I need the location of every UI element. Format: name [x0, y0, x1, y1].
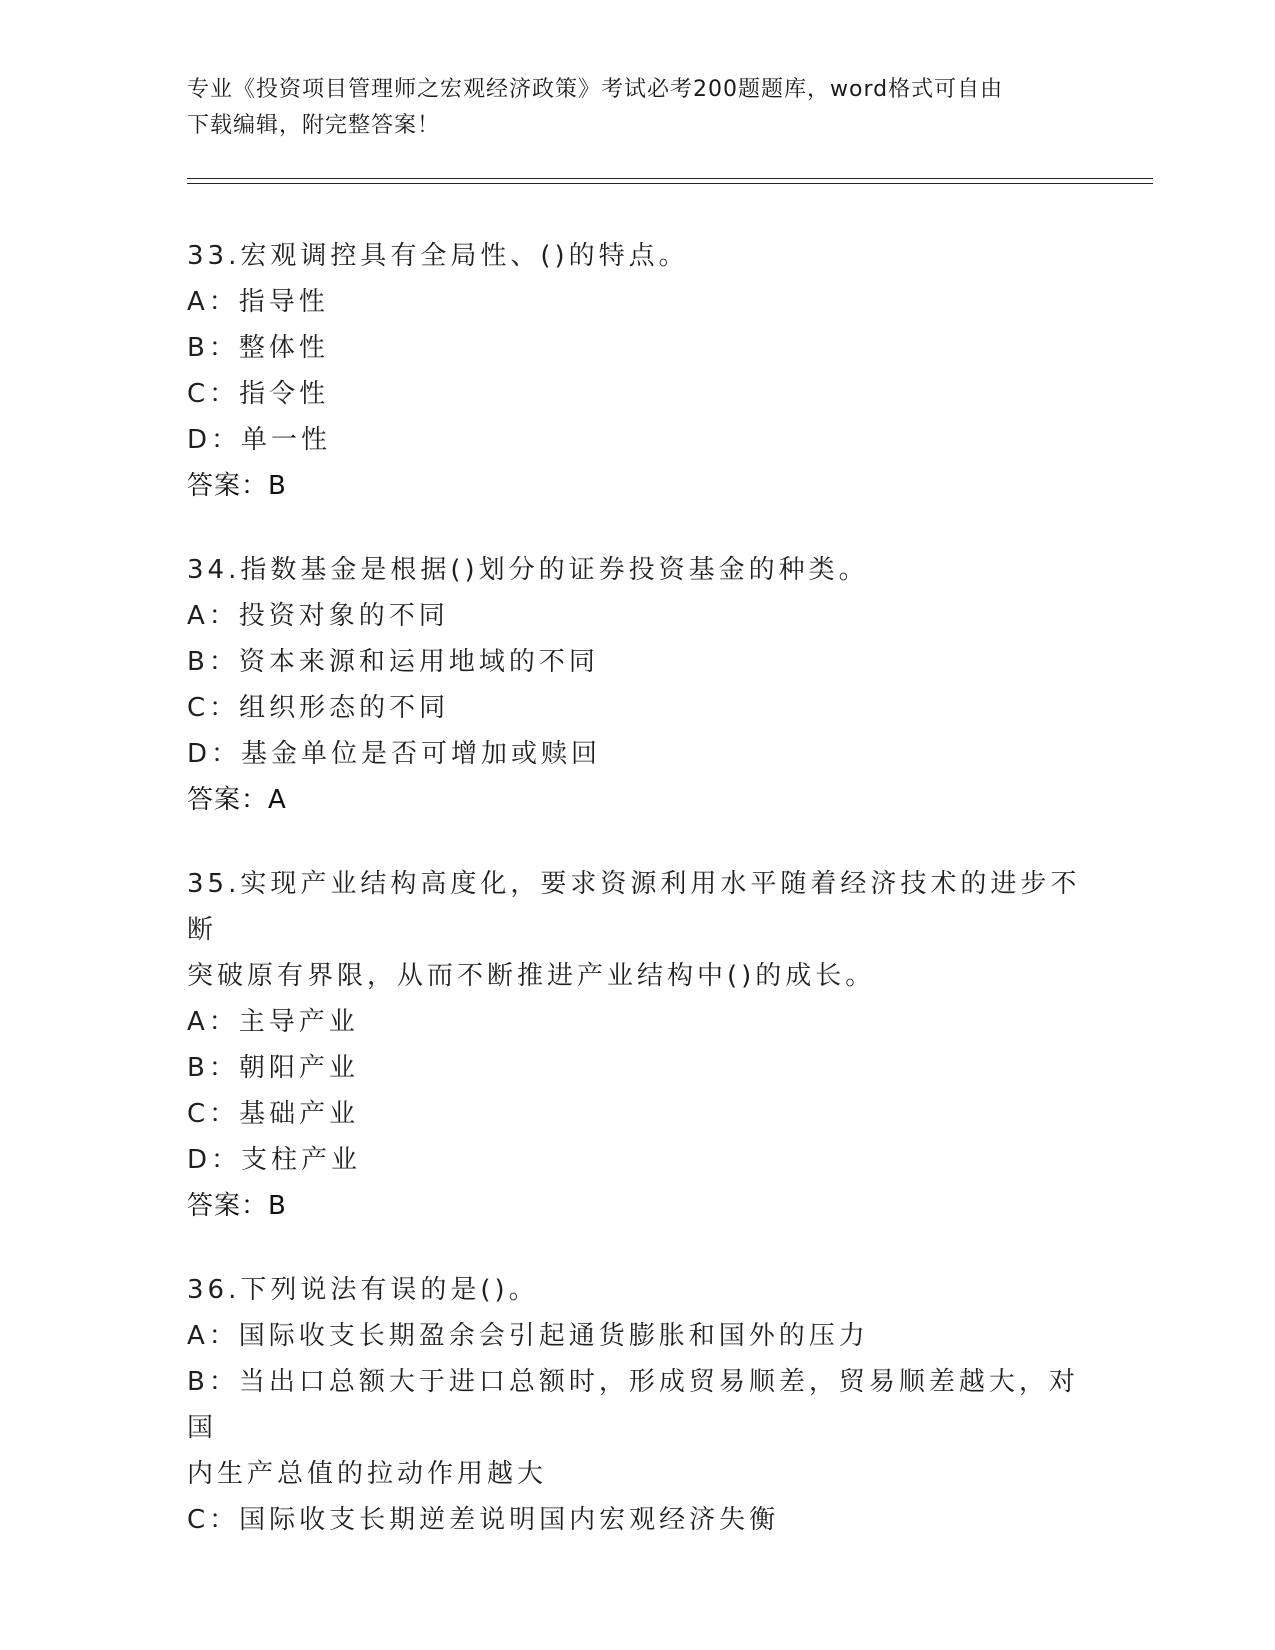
- option-a: A：国际收支长期盈余会引起通货膨胀和国外的压力: [187, 1321, 869, 1351]
- question-36: [187, 1267, 1087, 1543]
- answer: 答案：A: [187, 785, 287, 815]
- question-stem-continued: 突破原有界限，从而不断推进产业结构中()的成长。: [187, 961, 876, 991]
- option-c: C：组织形态的不同: [187, 693, 450, 723]
- option-b: B：朝阳产业: [187, 1053, 359, 1083]
- option-c: C：基础产业: [187, 1099, 360, 1129]
- option-b: B：当出口总额大于进口总额时，形成贸易顺差，贸易顺差越大，对国: [187, 1367, 1079, 1443]
- option-a: A：指导性: [187, 287, 329, 317]
- option-a: A：主导产业: [187, 1007, 359, 1037]
- option-b: B：整体性: [187, 333, 329, 363]
- question-stem: 35.实现产业结构高度化，要求资源利用水平随着经济技术的进步不断: [187, 869, 1081, 945]
- question-35: [187, 861, 1087, 1229]
- document-header: [187, 72, 1087, 144]
- option-d: D：支柱产业: [187, 1145, 362, 1175]
- answer: 答案：B: [187, 471, 287, 501]
- question-33: [187, 233, 1087, 509]
- option-c: C：国际收支长期逆差说明国内宏观经济失衡: [187, 1505, 780, 1535]
- question-stem: 34.指数基金是根据()划分的证券投资基金的种类。: [187, 555, 869, 585]
- header-line-1: 专业《投资项目管理师之宏观经济政策》考试必考200题题库，word格式可自由: [187, 77, 1004, 102]
- answer: 答案：B: [187, 1191, 287, 1221]
- option-d: D：基金单位是否可增加或赎回: [187, 739, 602, 769]
- question-34: [187, 547, 1087, 823]
- option-b-continued: 内生产总值的拉动作用越大: [187, 1459, 548, 1489]
- question-stem: 36.下列说法有误的是()。: [187, 1275, 539, 1305]
- header-divider-top: [187, 178, 1153, 179]
- option-a: A：投资对象的不同: [187, 601, 449, 631]
- option-d: D：单一性: [187, 425, 332, 455]
- header-line-2: 下载编辑，附完整答案！: [187, 113, 441, 138]
- question-list: [187, 233, 1087, 1581]
- option-c: C：指令性: [187, 379, 330, 409]
- header-divider-bottom: [187, 183, 1153, 184]
- option-b: B：资本来源和运用地域的不同: [187, 647, 599, 677]
- question-stem: 33.宏观调控具有全局性、()的特点。: [187, 241, 689, 271]
